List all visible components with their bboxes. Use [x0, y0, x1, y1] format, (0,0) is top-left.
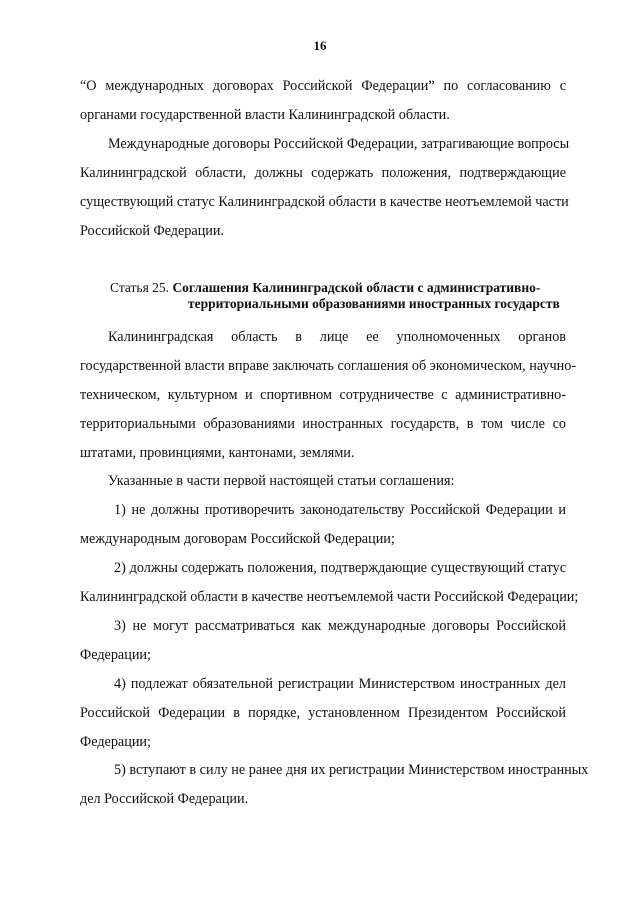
text-line: “О международных договорах Российской Федерации” по согласованию с	[80, 78, 566, 94]
text-line: Российской Федерации.	[80, 223, 225, 239]
text-line: Калининградской области в качестве неотъемлемой части Российской Федерации;	[80, 589, 579, 605]
text-line: Российской Федерации в порядке, установленном Президентом Российской	[80, 705, 566, 721]
text-line: международным договорам Российской Федерации;	[80, 531, 395, 547]
page-number: 16	[313, 38, 327, 53]
article-number: Статья 25.	[110, 280, 170, 295]
text-line: Международные договоры Российской Федерации, затрагивающие вопросы	[108, 136, 570, 152]
text-line: Калининградской области, должны содержать положения, подтверждающие	[80, 165, 566, 181]
paragraph-intro-continued	[80, 72, 566, 130]
text-line: штатами, провинциями, кантонами, землями.	[80, 445, 355, 461]
article-title-part1: Соглашения Калининградской области с административно-	[172, 280, 541, 295]
text-line: Указанные в части первой настоящей статьи соглашения:	[108, 473, 455, 489]
list-item-1	[80, 496, 566, 554]
text-line: Калининградская область в лице ее уполномоченных органов	[108, 329, 566, 345]
text-line: Федерации;	[80, 647, 151, 663]
paragraph-international-treaties	[80, 130, 570, 246]
text-line: 5) вступают в силу не ранее дня их регистрации Министерством иностранных	[114, 762, 589, 778]
text-line: существующий статус Калининградской области в качестве неотъемлемой части	[80, 194, 569, 210]
text-line: государственной власти вправе заключать соглашения об экономическом, научно-	[80, 358, 577, 374]
article-title-part2: территориальными образованиями иностранных государств	[188, 296, 560, 311]
text-line: 1) не должны противоречить законодательству Российской Федерации и	[114, 502, 566, 518]
list-item-4	[80, 670, 566, 757]
paragraph-agreements-right	[80, 323, 577, 468]
list-item-2	[80, 554, 579, 612]
text-line: 2) должны содержать положения, подтверждающие существующий статус	[114, 560, 566, 576]
article-heading	[80, 280, 566, 312]
list-item-5	[80, 756, 589, 814]
text-line: органами государственной власти Калининградской области.	[80, 107, 450, 123]
text-line: 4) подлежат обязательной регистрации Министерством иностранных дел	[114, 676, 566, 692]
text-line: Федерации;	[80, 734, 151, 750]
text-line: дел Российской Федерации.	[80, 791, 249, 807]
paragraph-list-intro	[80, 467, 566, 496]
text-line: 3) не могут рассматриваться как международные договоры Российской	[114, 618, 566, 634]
text-line: территориальными образованиями иностранных государств, в том числе со	[80, 416, 566, 432]
article-heading-line1	[80, 280, 566, 296]
list-item-3	[80, 612, 566, 670]
text-line: техническом, культурном и спортивном сотрудничестве с административно-	[80, 387, 566, 403]
